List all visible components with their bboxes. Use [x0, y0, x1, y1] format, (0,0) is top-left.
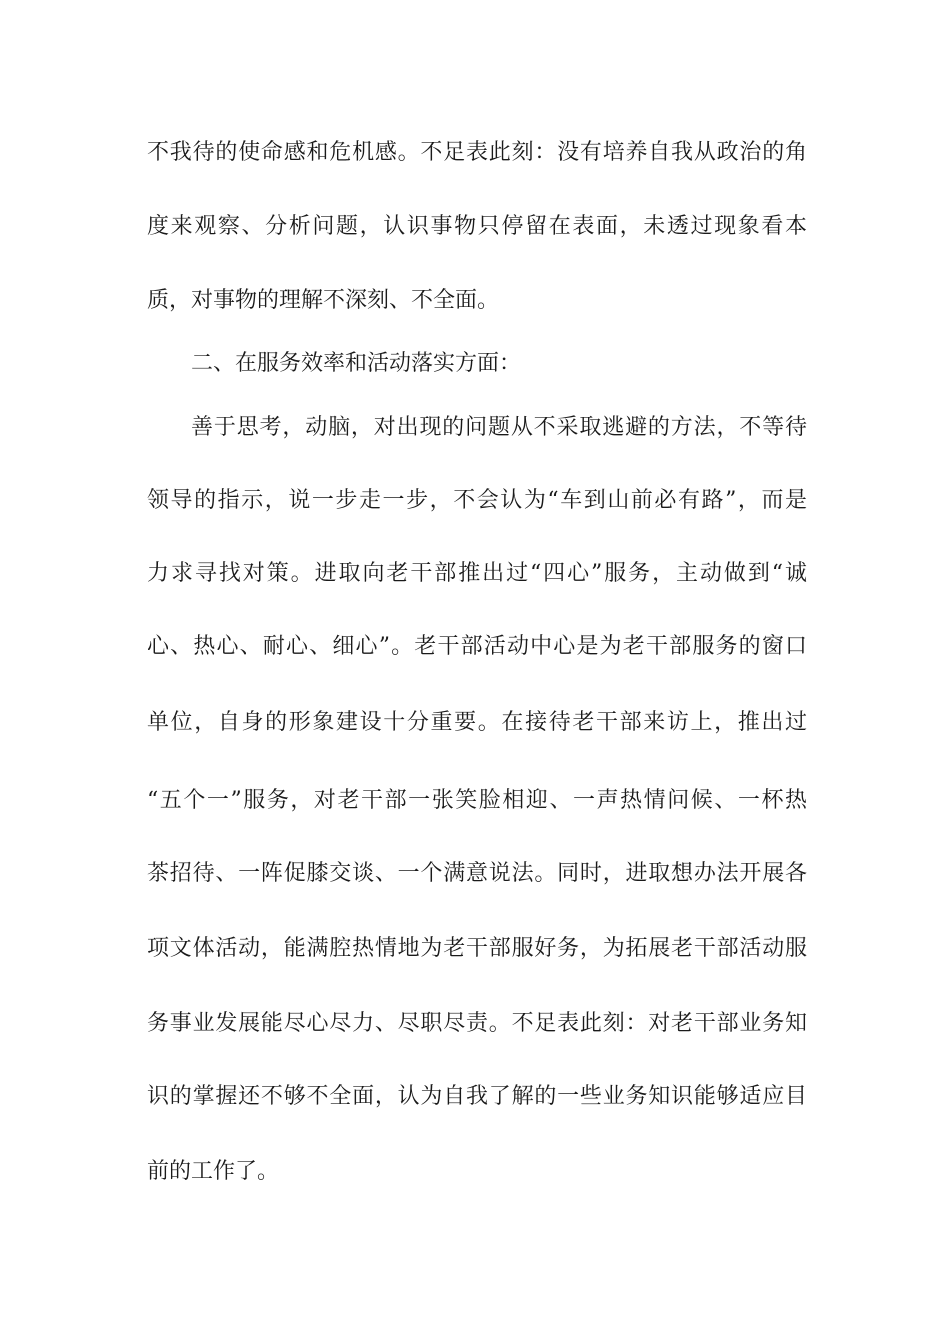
section-heading: 二、在服务效率和活动落实方面： — [191, 351, 522, 376]
body-text-line: 识的掌握还不够不全面，认为自我了解的一些业务知识能够适应目 — [147, 1084, 807, 1109]
body-text-line: 前的工作了。 — [147, 1159, 280, 1184]
body-text-line: 力求寻找对策。进取向老干部推出过“四心”服务，主动做到“诚 — [147, 561, 807, 586]
body-text-line: 领导的指示，说一步走一步，不会认为“车到山前必有路”，而是 — [147, 488, 807, 513]
body-text-line: 务事业发展能尽心尽力、尽职尽责。不足表此刻：对老干部业务知 — [147, 1011, 807, 1036]
body-text-line: 项文体活动，能满腔热情地为老干部服好务，为拓展老干部活动服 — [147, 936, 807, 961]
body-text-line: 单位，自身的形象建设十分重要。在接待老干部来访上，推出过 — [147, 710, 807, 735]
body-text-line: 质，对事物的理解不深刻、不全面。 — [147, 288, 500, 313]
body-text-line: 不我待的使命感和危机感。不足表此刻：没有培养自我从政治的角 — [147, 140, 807, 165]
body-text-line: 善于思考，动脑，对出现的问题从不采取逃避的方法，不等待 — [191, 415, 807, 440]
body-text-line: 茶招待、一阵促膝交谈、一个满意说法。同时，进取想办法开展各 — [147, 861, 807, 886]
body-text-line: 度来观察、分析问题，认识事物只停留在表面，未透过现象看本 — [147, 214, 807, 239]
body-text-line: “五个一”服务，对老干部一张笑脸相迎、一声热情问候、一杯热 — [147, 788, 807, 813]
body-text-line: 心、热心、耐心、细心”。老干部活动中心是为老干部服务的窗口 — [147, 634, 807, 659]
